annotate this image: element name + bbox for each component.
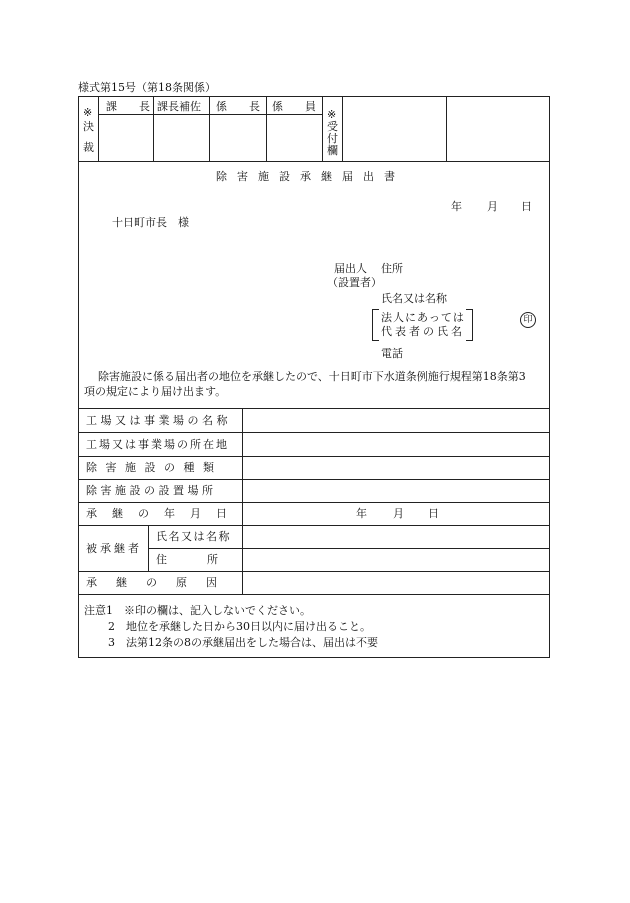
note-3: 3 法第12条の8の承継届出をした場合は、届出は不要: [108, 636, 378, 649]
receipt-label-char: 欄: [327, 144, 338, 157]
succession-month: 月: [393, 507, 404, 520]
approval-mark: ※: [83, 106, 93, 119]
row-facility-type: 除害施設の種類: [86, 461, 223, 474]
row-predecessor: 被承継者: [86, 542, 142, 555]
date-month: 月: [487, 200, 498, 213]
note-2: 2 地位を承継した日から30日以内に届け出ること。: [108, 620, 371, 633]
col-assistant-chief: 課長補佐: [157, 100, 201, 113]
col-subsection-chief: 係 長: [216, 100, 260, 113]
row-succession-date: 承継の年月日: [86, 507, 242, 520]
row-factory-name: 工場又は事業場の名称: [86, 414, 231, 427]
approval-label-char: 裁: [83, 141, 94, 154]
succession-day: 日: [428, 507, 439, 520]
receipt-mark: ※: [327, 108, 337, 121]
applicant-name-label: 氏名又は名称: [381, 292, 447, 305]
row-predecessor-name: 氏名又は名称: [156, 530, 231, 543]
receipt-label-char: 受: [327, 120, 338, 133]
divider-approval: [78, 161, 550, 162]
applicant-address-label: 住所: [381, 262, 403, 275]
corp-line-1: 法人にあっては: [381, 311, 465, 324]
approval-label-char: 決: [83, 120, 94, 133]
note-1: 注意1 ※印の欄は、記入しないでください。: [84, 604, 311, 617]
bracket-left: [372, 309, 379, 341]
bracket-right: [466, 309, 473, 341]
body-text-line-1: 除害施設に係る届出者の地位を承継したので、十日町市下水道条例施行規程第18条第3: [98, 370, 526, 383]
col-section-chief: 課 長: [106, 100, 150, 113]
row-predecessor-address: 住所: [156, 553, 258, 566]
form-number: 様式第15号（第18条関係）: [78, 81, 216, 94]
body-text-line-2: 項の規定により届け出ます。: [84, 385, 227, 398]
seal-icon: 印: [520, 312, 536, 328]
date-day: 日: [521, 200, 532, 213]
addressee: 十日町市長 様: [112, 216, 189, 229]
corp-line-2: 代表者の氏名: [381, 325, 465, 338]
col-staff: 係 員: [272, 100, 316, 113]
row-facility-place: 除害施設の設置場所: [86, 484, 217, 497]
date-year: 年: [451, 200, 462, 213]
applicant-label-sub: （設置者）: [327, 276, 382, 289]
document-title: 除害施設承継届出書: [216, 170, 405, 183]
applicant-phone-label: 電話: [381, 347, 403, 360]
applicant-label: 届出人: [334, 262, 367, 275]
succession-year: 年: [356, 507, 367, 520]
row-factory-location: 工場又は事業場の所在地: [86, 438, 229, 451]
row-reason: 承継の原因: [86, 576, 236, 589]
receipt-label-char: 付: [327, 132, 338, 145]
